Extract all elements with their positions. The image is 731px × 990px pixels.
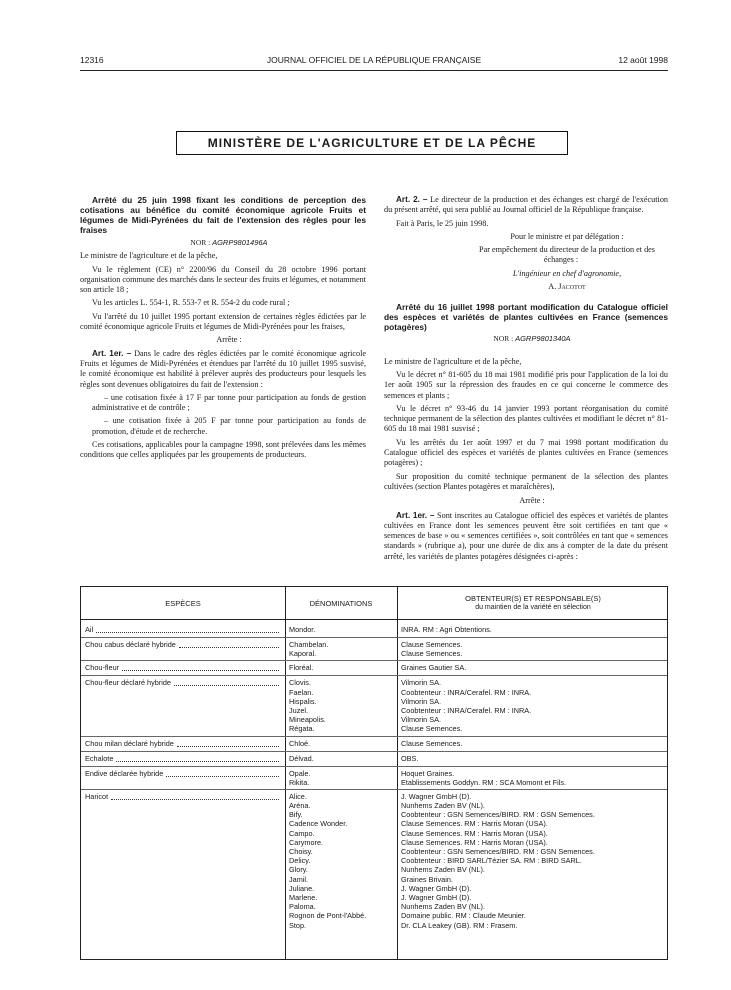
variety-name: Chambelan. xyxy=(289,640,329,649)
variety-holder: J. Wagner GmbH (D). xyxy=(401,791,472,801)
species-name: Ail xyxy=(85,625,94,634)
decree2-title: Arrêté du 16 juillet 1998 portant modification du Catalogue officiel des espèces et variétés de plantes cultivées en France (semences potagères) xyxy=(384,302,668,333)
holder-cell xyxy=(397,678,667,733)
header-divider xyxy=(81,619,667,620)
table-row xyxy=(81,751,667,766)
variety-holder: OBS. xyxy=(401,753,419,763)
variety-name: Campo. xyxy=(289,828,315,838)
dot-leader xyxy=(122,663,279,671)
decree1-nor-code: AGRP9801496A xyxy=(212,238,268,247)
dot-leader xyxy=(174,678,279,686)
table-row xyxy=(81,766,667,789)
header-denominations: DÉNOMINATIONS xyxy=(309,598,373,608)
variety-holder: Graines Gautier SA. xyxy=(401,663,467,673)
variety-name: Choisy. xyxy=(289,847,313,856)
variety-holder: Clause Semences. xyxy=(401,738,463,748)
decree1-closing: Ces cotisations, applicables pour la campagne 1998, sont prélevées dans les mêmes conditions que celles appliquées par les groupements de producteurs. xyxy=(80,440,366,460)
species-cell xyxy=(81,663,285,673)
decree1-nor: NOR : AGRP9801496A xyxy=(190,238,268,247)
signature-line: Pour le ministre et par délégation : xyxy=(510,231,624,241)
holder-cell xyxy=(397,640,667,658)
variety-name: Mondor. xyxy=(289,625,316,634)
denomination-cell xyxy=(285,678,397,733)
species-cell xyxy=(81,640,285,658)
variety-holder: Hoquet Graines. xyxy=(401,768,455,778)
variety-name: Délvad. xyxy=(289,753,314,763)
table-body xyxy=(81,623,667,932)
variety-holder: Clause Semences. xyxy=(401,640,463,649)
varieties-table xyxy=(80,586,668,960)
decree1-article2: Art. 2. – Le directeur de la production et des échanges est chargé de l'exécution du présent arrêté, qui sera publié au Journal officiel de la République française. xyxy=(384,195,669,215)
dot-leader xyxy=(179,640,279,648)
signature-line: L'ingénieur en chef d'agronomie, xyxy=(512,268,622,278)
species-cell xyxy=(81,769,285,787)
recital-paragraph: Vu les arrêtés du 1er août 1997 et du 7 mai 1998 portant modification du Catalogue officiel des espèces et variétés de plantes cultivées en France (semences potagères) ; xyxy=(384,437,668,468)
dot-leader xyxy=(166,769,279,777)
species-cell xyxy=(81,678,285,733)
variety-holder: Nunhems Zaden BV (NL). xyxy=(401,801,485,811)
denomination-cell xyxy=(285,625,397,635)
species-name: Echalote xyxy=(85,753,114,763)
decree2-arrete: Arrête : xyxy=(519,496,545,506)
species-cell xyxy=(81,754,285,764)
table-row xyxy=(81,736,667,751)
holder-cell xyxy=(397,769,667,787)
variety-holder: Clause Semences. RM : Harris Moran (USA). xyxy=(401,828,548,838)
issue-date: 12 août 1998 xyxy=(618,55,668,65)
table-row xyxy=(81,637,667,660)
signature-line: Par empêchement du directeur de la production et des échanges : xyxy=(479,245,655,265)
decree1-recitals xyxy=(80,251,366,332)
list-item: – une cotisation fixée à 205 F par tonne pour participation au fonds de promotion, d'étude et de recherche. xyxy=(92,416,366,436)
variety-holder: Coobtenteur : GSN Semences/BIRD. RM : GSN Semences. xyxy=(401,810,595,820)
page-number: 12316 xyxy=(80,55,104,65)
variety-name: Hispalis. xyxy=(289,696,317,706)
ministry-banner xyxy=(176,131,568,155)
variety-holder: Dr. CLA Leakey (GB). RM : Frasem. xyxy=(401,920,518,930)
recital-paragraph: Vu le règlement (CE) n° 2200/96 du Conseil du 28 octobre 1996 portant organisation commune des marchés dans le secteur des fruits et légumes, et notamment son article 18 ; xyxy=(80,264,366,295)
ministry-title: MINISTÈRE DE L'AGRICULTURE ET DE LA PÊCHE xyxy=(207,136,537,150)
signature-name: A. Jacotot xyxy=(548,282,586,292)
denomination-cell xyxy=(285,640,397,658)
variety-holder: Clause Semences. RM : Harris Moran (USA). xyxy=(401,837,548,847)
variety-holder: Clause Semences. RM : Harris Moran (USA). xyxy=(401,819,548,829)
dot-leader xyxy=(116,754,279,762)
variety-holder: Coobtenteur : GSN Semences/BIRD. RM : GSN Semences. xyxy=(401,847,595,856)
decree1-arrete: Arrête : xyxy=(216,335,242,345)
species-cell xyxy=(81,792,285,930)
variety-name: Alice. xyxy=(289,791,307,801)
variety-name: Chloé. xyxy=(289,738,311,748)
species-name: Chou-fleur xyxy=(85,663,120,673)
denomination-cell xyxy=(285,663,397,673)
variety-name: Jamil. xyxy=(289,874,309,884)
variety-name: Glory. xyxy=(289,865,308,875)
list-item: – une cotisation fixée à 17 F par tonne pour participation au fonds de gestion administrative et de contrôle ; xyxy=(92,392,366,413)
header-holder: OBTENTEUR(S) ET RESPONSABLE(S) du maintien de la variété en sélection xyxy=(465,594,601,611)
variety-holder: Etablissements Goddyn. RM : SCA Momont et Fils. xyxy=(401,777,567,787)
journal-title: JOURNAL OFFICIEL DE LA RÉPUBLIQUE FRANÇAISE xyxy=(266,55,482,65)
variety-holder: J. Wagner GmbH (D). xyxy=(401,892,472,902)
variety-name: Floréal. xyxy=(289,663,314,673)
variety-name: Paloma. xyxy=(289,902,316,912)
species-name: Chou-fleur déclaré hybride xyxy=(85,678,171,688)
recital-paragraph: Le ministre de l'agriculture et de la pêche, xyxy=(384,356,522,366)
variety-holder: J. Wagner GmbH (D). xyxy=(401,883,472,893)
variety-name: Juzel. xyxy=(289,705,309,715)
species-name: Endive déclarée hybride xyxy=(85,768,164,778)
recital-paragraph: Vu l'arrêté du 10 juillet 1995 portant extension de certaines règles édictées par le comité économique agricole Fruits et légumes de Midi-Pyrénées pour les fraises, xyxy=(80,311,366,332)
table-row xyxy=(81,789,667,932)
page-header xyxy=(80,55,668,69)
variety-name: Régata. xyxy=(289,724,315,734)
dot-leader xyxy=(111,792,279,800)
holder-cell xyxy=(397,739,667,749)
variety-holder: Nunhems Zaden BV (NL). xyxy=(401,902,485,912)
recital-paragraph: Le ministre de l'agriculture et de la pêche, xyxy=(80,251,218,261)
denomination-cell xyxy=(285,739,397,749)
species-name: Chou milan déclaré hybride xyxy=(85,738,174,748)
decree1-article1: Art. 1er. – Dans le cadre des règles édictées par le comité économique agricole Fruits et légumes de Midi-Pyrénées et étendues par l'arrêté du 10 juillet 1995 susvisé, le comité économique est habilité à prélever auprès des producteurs pour lesquels les règles sont devenues obligatoires du fait de l'extension : xyxy=(80,348,367,389)
variety-name: Rognon de Pont-l'Abbé. xyxy=(289,911,367,921)
right-column xyxy=(384,195,668,565)
variety-holder: Coobtenteur : INRA/Cerafel. RM : INRA. xyxy=(401,705,532,715)
decree1-signature xyxy=(384,232,668,292)
recital-paragraph: Sur proposition du comité technique permanent de la sélection des plantes cultivées (section Plantes potagères et maraîchères), xyxy=(384,471,668,491)
denomination-cell xyxy=(285,754,397,764)
variety-holder: INRA. RM : Agri Obtentions. xyxy=(401,625,492,634)
decree2-article1: Art. 1er. – Sont inscrites au Catalogue officiel des espèces et variétés de plantes cultivées en France dont les semences peuvent être soit certifiées en tant que « semences de base » ou « semences certifiées », soit contrôlées en tant que « semences standards » (rubrique a), pour une durée de dix ans à compter de la date du présent arrêté, les variétés de plantes potagères désignées ci-après : xyxy=(384,510,668,561)
decree1-title: Arrêté du 25 juin 1998 fixant les conditions de perception des cotisations au bénéfice du comité économique agricole Fruits et légumes de Midi-Pyrénées du fait de l'extension des règles pour les fraises xyxy=(80,195,366,235)
left-column xyxy=(80,195,366,464)
table-row xyxy=(81,660,667,675)
species-name: Chou cabus déclaré hybride xyxy=(85,640,176,649)
variety-holder: Vilmorin SA. xyxy=(401,715,442,725)
species-cell xyxy=(81,739,285,749)
variety-holder: Graines Brivain. xyxy=(401,874,453,884)
variety-holder: Clause Semences. xyxy=(401,649,463,659)
variety-holder: Nunhems Zaden BV (NL). xyxy=(401,865,485,875)
decree1-list xyxy=(80,393,366,437)
dot-leader xyxy=(96,625,279,633)
holder-cell xyxy=(397,792,667,930)
decree1-place-date: Fait à Paris, le 25 juin 1998. xyxy=(396,218,489,228)
variety-name: Rikita. xyxy=(289,777,310,787)
holder-cell xyxy=(397,625,667,635)
decree2-recitals xyxy=(384,357,668,493)
variety-name: Kaporal. xyxy=(289,649,317,659)
recital-paragraph: Vu le décret n° 81-605 du 18 mai 1981 modifié pris pour l'application de la loi du 1er août 1905 sur la répression des fraudes en ce qui concerne le commerce des semences et plants ; xyxy=(384,369,668,400)
dot-leader xyxy=(177,739,279,747)
recital-paragraph: Vu le décret n° 93-46 du 14 janvier 1993 portant réorganisation du comité technique permanent de la sélection des plantes cultivées et modifiant le décret n° 81-605 du 18 mai 1981 susvisé ; xyxy=(384,403,668,434)
variety-name: Faelan. xyxy=(289,687,314,697)
variety-name: Aréna. xyxy=(289,801,311,811)
variety-holder: Domaine public. RM : Claude Meunier. xyxy=(401,911,526,921)
variety-holder: Coobtenteur : BIRD SARL/Tézier SA. RM : BIRD SARL. xyxy=(401,856,582,866)
variety-holder: Vilmorin SA. xyxy=(401,678,442,688)
variety-holder: Vilmorin SA. xyxy=(401,696,442,706)
holder-cell xyxy=(397,663,667,673)
header-rule xyxy=(80,70,668,71)
table-row xyxy=(81,675,667,735)
table-row xyxy=(81,623,667,637)
variety-holder: Clause Semences. xyxy=(401,724,463,734)
variety-name: Clovis. xyxy=(289,678,311,688)
variety-name: Bify. xyxy=(289,810,303,820)
species-name: Haricot xyxy=(85,791,109,801)
variety-holder: Coobtenteur : INRA/Cerafel. RM : INRA. xyxy=(401,687,532,697)
denomination-cell xyxy=(285,769,397,787)
recital-paragraph: Vu les articles L. 554-1, R. 553-7 et R. 554-2 du code rural ; xyxy=(92,298,290,308)
holder-cell xyxy=(397,754,667,764)
header-species: ESPÈCES xyxy=(165,598,201,608)
variety-name: Mineapolis. xyxy=(289,715,326,725)
variety-name: Cadence Wonder. xyxy=(289,819,348,829)
variety-name: Juliane. xyxy=(289,883,315,893)
variety-name: Delicy. xyxy=(289,856,311,866)
species-cell xyxy=(81,625,285,635)
variety-name: Carymore. xyxy=(289,837,324,847)
variety-name: Opale. xyxy=(289,768,311,778)
decree2-nor: NOR : AGRP9801340A xyxy=(493,334,571,344)
variety-name: Stop. xyxy=(289,920,307,930)
variety-name: Marlene. xyxy=(289,892,318,902)
decree2-nor-code: AGRP9801340A xyxy=(515,334,571,344)
denomination-cell xyxy=(285,792,397,930)
